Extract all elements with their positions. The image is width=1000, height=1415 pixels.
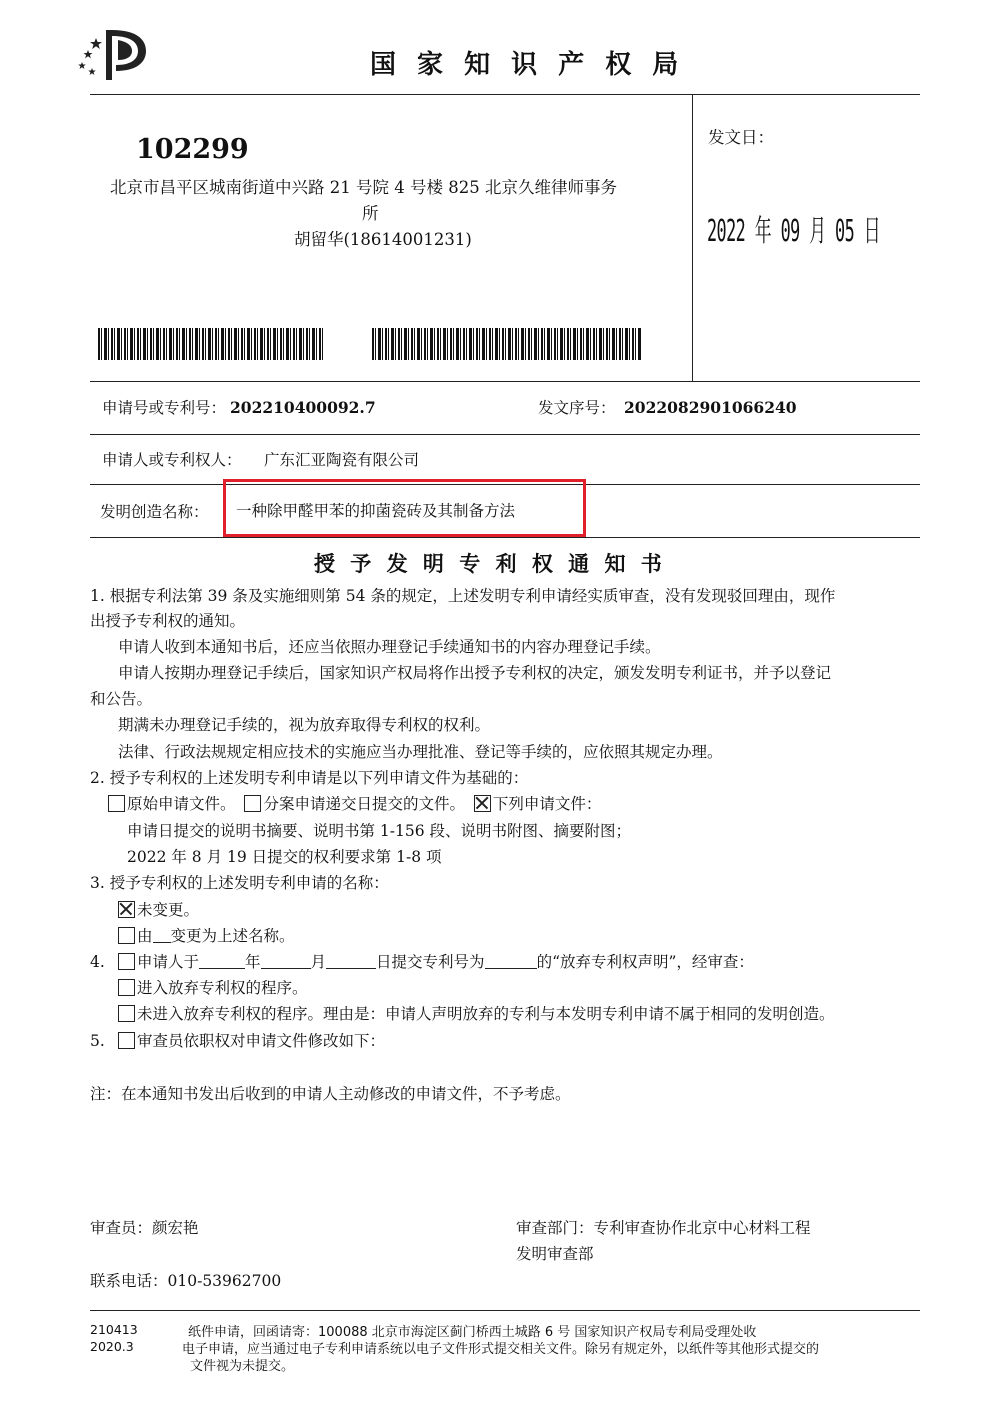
divisional-docs-label: 分案申请递交日提交的文件。 xyxy=(263,795,465,813)
dispatch-date-value: 2022 年 09 月 05 日 xyxy=(707,214,880,249)
name-unchanged-label: 未变更。 xyxy=(137,901,200,919)
listed-docs-label: 下列申请文件： xyxy=(492,795,602,813)
waiver-text-a: 申请人于 xyxy=(137,953,200,971)
form-code: 210413 xyxy=(90,1322,138,1337)
invention-title-value: 一种除甲醛甲苯的抑菌瓷砖及其制备方法 xyxy=(236,502,516,520)
original-docs-label: 原始申请文件。 xyxy=(127,795,236,813)
waiver-text-b: 年 xyxy=(245,953,261,971)
frame-row2 xyxy=(90,434,920,435)
examiner: 审查员：颜宏艳 xyxy=(90,1219,199,1237)
note: 注：在本通知书发出后收到的申请人主动修改的申请文件，不予考虑。 xyxy=(90,1085,571,1103)
original-docs-checkbox[interactable] xyxy=(108,795,125,812)
frame-row4 xyxy=(90,537,920,538)
para1-c: 期满未办理登记手续的，视为放弃取得专利权的权利。 xyxy=(118,716,491,734)
para5-number: 5. xyxy=(90,1032,105,1050)
ex-officio-amend-label: 审查员依职权对申请文件修改如下： xyxy=(137,1032,386,1050)
barcode-left xyxy=(98,328,325,360)
para4-opt2 xyxy=(118,1003,835,1025)
ex-officio-amend-checkbox[interactable] xyxy=(118,1032,135,1049)
footer-rule xyxy=(90,1310,920,1311)
recipient-contact: 胡留华(18614001231) xyxy=(294,230,472,249)
frame-top xyxy=(90,94,920,95)
name-unchanged-checkbox[interactable] xyxy=(118,901,135,918)
address-line2: 所 xyxy=(362,204,379,223)
waiver-rejected-checkbox[interactable] xyxy=(118,1005,135,1022)
waiver-accepted-label: 进入放弃专利权的程序。 xyxy=(137,979,308,997)
divisional-docs-checkbox[interactable] xyxy=(244,795,261,812)
listed-docs-checkbox[interactable] xyxy=(474,795,491,812)
app-no-value: 202210400092.7 xyxy=(230,398,376,417)
para1-b-line1: 申请人按期办理登记手续后，国家知识产权局将作出授予专利权的决定，颁发发明专利证书，并予以登记 xyxy=(118,664,832,682)
office-title: 国 家 知 识 产 权 局 xyxy=(370,50,685,80)
serial-label: 发文序号： xyxy=(538,399,616,417)
waiver-text-c: 月 xyxy=(310,953,327,971)
postcode: 102299 xyxy=(136,134,249,165)
para3-opt2 xyxy=(118,925,295,947)
footer-line2: 电子申请，应当通过电子专利申请系统以电子文件形式提交相关文件。除另有规定外，以纸件等其他形式提交的 xyxy=(182,1342,820,1357)
dispatch-date-label: 发文日： xyxy=(708,128,774,147)
contact-phone: 联系电话：010-53962700 xyxy=(90,1272,282,1290)
exam-dept-line1: 审查部门：专利审查协作北京中心材料工程 xyxy=(516,1219,811,1237)
frame-divider xyxy=(692,94,693,381)
para4-line xyxy=(118,951,754,973)
name-changed-checkbox[interactable] xyxy=(118,927,135,944)
serial-value: 2022082901066240 xyxy=(624,398,797,417)
form-version: 2020.3 xyxy=(90,1339,134,1354)
para1-line2: 出授予专利权的通知。 xyxy=(90,612,246,630)
app-no-label: 申请号或专利号： xyxy=(102,399,227,417)
para5-line xyxy=(118,1030,385,1052)
waiver-month-blank[interactable] xyxy=(261,952,311,969)
waiver-accepted-checkbox[interactable] xyxy=(118,979,135,996)
para3: 3. 授予专利权的上述发明专利申请的名称： xyxy=(90,874,389,892)
applicant-value: 广东汇亚陶瓷有限公司 xyxy=(264,451,420,469)
waiver-text-e: 的“放弃专利权声明”，经审查： xyxy=(536,953,754,971)
para4-opt1 xyxy=(118,977,308,999)
cnipa-emblem-icon xyxy=(72,24,152,86)
para4-number: 4. xyxy=(90,953,105,971)
footer-line3: 文件视为未提交。 xyxy=(190,1359,295,1374)
applicant-label: 申请人或专利权人： xyxy=(102,451,242,469)
para1-line1: 1. 根据专利法第 39 条及实施细则第 54 条的规定，上述发明专利申请经实质审查，没有发现驳回理由，现作 xyxy=(90,587,836,605)
waiver-year-blank[interactable] xyxy=(199,952,245,969)
address-line1: 北京市昌平区城南街道中兴路 21 号院 4 号楼 825 北京久维律师事务 xyxy=(110,178,617,197)
footer-line1: 纸件申请，回函请寄：100088 北京市海淀区蓟门桥西土城路 6 号 国家知识产权局专利局受理处收 xyxy=(188,1325,757,1340)
cnipa-logo xyxy=(72,24,152,86)
name-changed-label-a: 由 xyxy=(137,927,153,945)
para1-b-line2: 和公告。 xyxy=(90,690,153,708)
para2-detail1: 申请日提交的说明书摘要、说明书第 1-156 段、说明书附图、摘要附图； xyxy=(127,822,632,840)
name-changed-label-b: 变更为上述名称。 xyxy=(170,927,295,945)
exam-dept-line2: 发明审查部 xyxy=(516,1245,594,1263)
invention-title-label: 发明创造名称： xyxy=(100,503,209,521)
waiver-text-d: 日提交专利号为 xyxy=(376,953,485,971)
para2: 2. 授予专利权的上述发明专利申请是以下列申请文件为基础的： xyxy=(90,769,529,787)
waiver-checkbox[interactable] xyxy=(118,953,135,970)
para3-opt1 xyxy=(118,899,199,921)
frame-row1 xyxy=(90,381,920,382)
waiver-patent-no-blank[interactable] xyxy=(485,952,537,969)
waiver-day-blank[interactable] xyxy=(326,952,376,969)
name-change-blank[interactable] xyxy=(153,926,171,943)
para1-d: 法律、行政法规规定相应技术的实施应当办理批准、登记等手续的，应依照其规定办理。 xyxy=(118,743,723,761)
notice-title: 授 予 发 明 专 利 权 通 知 书 xyxy=(314,552,666,576)
para1-a: 申请人收到本通知书后，还应当依照办理登记手续通知书的内容办理登记手续。 xyxy=(118,638,661,656)
para2-detail2: 2022 年 8 月 19 日提交的权利要求第 1-8 项 xyxy=(127,848,442,866)
waiver-rejected-label: 未进入放弃专利权的程序。理由是：申请人声明放弃的专利与本发明专利申请不属于相同的发明创造。 xyxy=(137,1005,835,1023)
barcode-right xyxy=(372,328,642,360)
para2-options xyxy=(108,793,601,815)
